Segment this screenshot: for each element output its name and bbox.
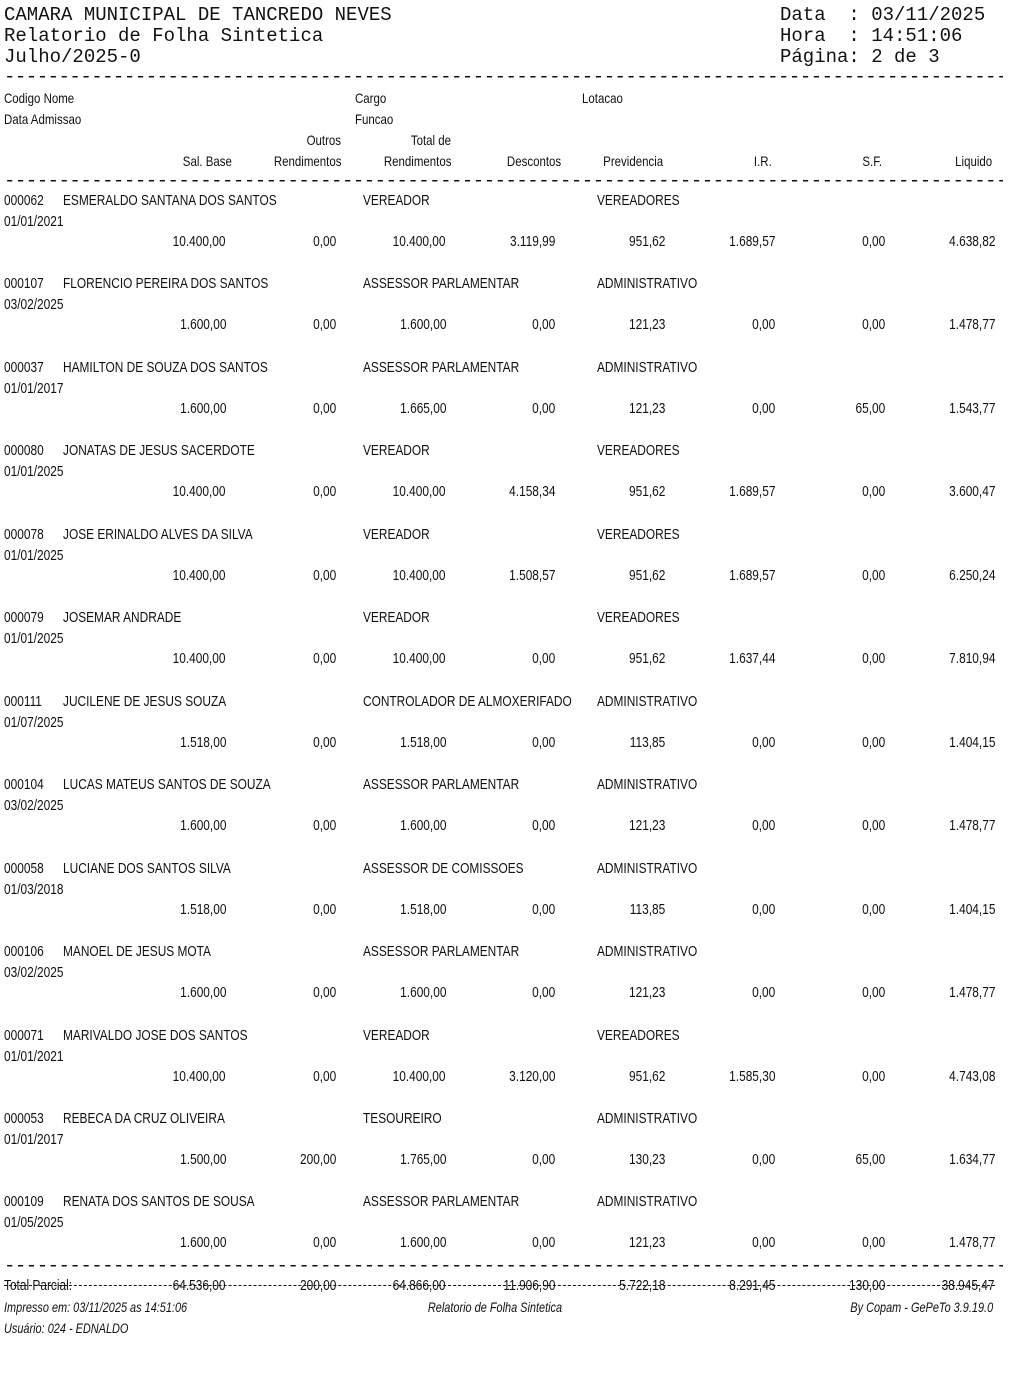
employee-record: [0, 861, 1009, 944]
employee-sal-base: 1.600,00: [179, 985, 226, 1002]
employee-name: JONATAS DE JESUS SACERDOTE: [63, 443, 255, 460]
employee-previdencia: 951,62: [628, 1068, 665, 1085]
totals-outros: 200,00: [299, 1278, 336, 1294]
totals-row: [0, 1276, 1009, 1296]
employee-sal-base: 1.600,00: [179, 400, 226, 417]
employee-outros: 0,00: [312, 651, 336, 668]
employee-descontos: 0,00: [531, 651, 555, 668]
employee-sf: 0,00: [861, 1068, 885, 1085]
totals-sf: 130,00: [848, 1278, 885, 1294]
employee-outros: 0,00: [312, 818, 336, 835]
employee-outros: 0,00: [312, 234, 336, 250]
employee-sal-base: 1.600,00: [179, 818, 226, 835]
employee-lotacao: ADMINISTRATIVO: [597, 276, 698, 293]
employee-admissao: 01/01/2025: [4, 547, 64, 564]
col-codigo-nome: Codigo Nome: [4, 90, 75, 106]
employee-ir: 1.689,57: [728, 484, 775, 501]
employee-code: 000080: [4, 443, 44, 460]
employee-sf: 65,00: [855, 400, 885, 417]
employee-sf: 0,00: [861, 651, 885, 668]
employee-name: LUCAS MATEUS SANTOS DE SOUZA: [63, 777, 271, 794]
employee-liquido: 1.478,77: [948, 317, 995, 334]
employee-admissao: 01/07/2025: [4, 714, 64, 731]
col-sf: S.F.: [862, 153, 882, 169]
employee-admissao: 03/02/2025: [4, 798, 64, 815]
employee-total: 1.600,00: [399, 317, 446, 334]
employee-admissao: 01/01/2021: [4, 1048, 64, 1065]
report-date: Data : 03/11/2025: [780, 4, 986, 26]
col-outros-1: Outros: [306, 132, 341, 148]
employee-admissao: 01/01/2025: [4, 631, 64, 648]
employee-code: 000106: [4, 944, 44, 961]
employee-name: REBECA DA CRUZ OLIVEIRA: [63, 1111, 225, 1127]
employee-outros: 0,00: [312, 1235, 336, 1252]
employee-previdencia: 951,62: [628, 651, 665, 668]
employee-cargo: ASSESSOR PARLAMENTAR: [363, 777, 520, 794]
employee-descontos: 1.508,57: [508, 567, 555, 584]
employee-outros: 0,00: [312, 567, 336, 584]
employee-total: 10.400,00: [393, 651, 446, 668]
employee-outros: 0,00: [312, 985, 336, 1002]
employee-previdencia: 121,23: [628, 1235, 665, 1252]
employee-descontos: 3.119,99: [509, 234, 555, 250]
employee-cargo: VEREADOR: [363, 443, 430, 460]
employee-liquido: 3.600,47: [948, 484, 995, 501]
employee-previdencia: 130,23: [628, 1152, 665, 1168]
employee-sal-base: 10.400,00: [173, 234, 226, 250]
employee-lotacao: ADMINISTRATIVO: [597, 693, 698, 710]
employee-lotacao: ADMINISTRATIVO: [597, 777, 698, 794]
employee-liquido: 1.634,77: [948, 1152, 995, 1168]
report-page: Página: 2 de 3: [780, 46, 940, 68]
employee-code: 000109: [4, 1194, 44, 1211]
employee-liquido: 1.478,77: [948, 1235, 995, 1252]
employee-ir: 1.689,57: [728, 234, 775, 250]
employee-sf: 0,00: [861, 734, 885, 751]
report-period: Julho/2025-0: [4, 46, 141, 68]
col-funcao: Funcao: [355, 111, 394, 127]
employee-lotacao: VEREADORES: [597, 610, 680, 627]
employee-total: 10.400,00: [393, 234, 446, 250]
columns-separator: [4, 176, 1003, 186]
employee-ir: 0,00: [751, 734, 775, 751]
employee-record: [0, 276, 1009, 359]
employee-sal-base: 1.500,00: [179, 1152, 226, 1168]
org-name: CAMARA MUNICIPAL DE TANCREDO NEVES: [4, 4, 392, 26]
employee-sf: 0,00: [861, 818, 885, 835]
employee-lotacao: ADMINISTRATIVO: [597, 860, 698, 877]
totals-descontos: 11.906,90: [502, 1278, 555, 1294]
employee-admissao: 01/05/2025: [4, 1215, 64, 1232]
employee-previdencia: 951,62: [628, 234, 665, 250]
employee-admissao: 01/01/2021: [4, 214, 64, 230]
employee-liquido: 1.478,77: [948, 985, 995, 1002]
employee-lotacao: ADMINISTRATIVO: [597, 1194, 698, 1211]
report-time: Hora : 14:51:06: [780, 25, 963, 47]
employee-record: [0, 1028, 1009, 1111]
employee-total: 1.600,00: [399, 818, 446, 835]
employee-outros: 0,00: [312, 1068, 336, 1085]
employee-total: 10.400,00: [393, 1068, 446, 1085]
footer-user: Usuário: 024 - EDNALDO: [4, 1320, 129, 1336]
employee-name: MARIVALDO JOSE DOS SANTOS: [63, 1027, 248, 1044]
employee-admissao: 03/02/2025: [4, 297, 64, 314]
employee-outros: 200,00: [299, 1152, 336, 1168]
col-ir: I.R.: [754, 153, 772, 169]
totals-total: 64.866,00: [393, 1278, 446, 1294]
employee-sal-base: 1.518,00: [179, 734, 226, 751]
employee-name: JUCILENE DE JESUS SOUZA: [63, 693, 227, 710]
employee-sf: 0,00: [861, 234, 885, 250]
employee-lotacao: VEREADORES: [597, 526, 680, 543]
employee-code: 000037: [4, 359, 44, 376]
employee-code: 000104: [4, 777, 44, 794]
totals-liquido: 38.945,47: [942, 1278, 995, 1294]
employee-cargo: ASSESSOR PARLAMENTAR: [363, 359, 520, 376]
col-outros-2: Rendimentos: [273, 153, 341, 169]
employee-record: [0, 777, 1009, 860]
employee-ir: 0,00: [751, 1152, 775, 1168]
employee-cargo: ASSESSOR PARLAMENTAR: [363, 944, 520, 961]
employee-cargo: VEREADOR: [363, 610, 430, 627]
records-separator: [4, 1261, 1003, 1271]
employee-sf: 0,00: [861, 901, 885, 918]
employee-record: [0, 1111, 1009, 1194]
employee-record: [0, 694, 1009, 777]
employee-liquido: 1.543,77: [948, 400, 995, 417]
footer-by: By Copam - GePeTo 3.9.19.0: [850, 1299, 993, 1315]
employee-sal-base: 1.600,00: [179, 317, 226, 334]
employee-outros: 0,00: [312, 400, 336, 417]
employee-descontos: 0,00: [531, 818, 555, 835]
employee-admissao: 01/01/2017: [4, 1132, 64, 1148]
employee-lotacao: ADMINISTRATIVO: [597, 1111, 698, 1127]
employee-admissao: 01/01/2025: [4, 464, 64, 481]
employee-cargo: ASSESSOR PARLAMENTAR: [363, 1194, 520, 1211]
employee-cargo: TESOUREIRO: [363, 1111, 442, 1127]
employee-sf: 65,00: [855, 1152, 885, 1168]
employee-liquido: 7.810,94: [948, 651, 995, 668]
employee-admissao: 01/01/2017: [4, 380, 64, 397]
employee-lotacao: VEREADORES: [597, 193, 680, 209]
employee-previdencia: 951,62: [628, 484, 665, 501]
employee-total: 1.665,00: [399, 400, 446, 417]
employee-sf: 0,00: [861, 567, 885, 584]
employee-cargo: VEREADOR: [363, 1027, 430, 1044]
employee-ir: 0,00: [751, 317, 775, 334]
col-total-2: Rendimentos: [383, 153, 451, 169]
employee-code: 000078: [4, 526, 44, 543]
employee-admissao: 01/03/2018: [4, 881, 64, 898]
employee-name: LUCIANE DOS SANTOS SILVA: [63, 860, 231, 877]
employee-sf: 0,00: [861, 484, 885, 501]
totals-label: Total Parcial:: [4, 1278, 73, 1294]
employee-record: [0, 527, 1009, 610]
employee-lotacao: VEREADORES: [597, 443, 680, 460]
employee-liquido: 1.478,77: [948, 818, 995, 835]
employee-previdencia: 951,62: [628, 567, 665, 584]
employee-total: 10.400,00: [393, 567, 446, 584]
employee-descontos: 0,00: [531, 985, 555, 1002]
employee-sal-base: 1.600,00: [179, 1235, 226, 1252]
employee-cargo: VEREADOR: [363, 526, 430, 543]
employee-name: JOSE ERINALDO ALVES DA SILVA: [63, 526, 253, 543]
footer-title: Relatorio de Folha Sintetica: [427, 1299, 563, 1315]
employee-code: 000071: [4, 1027, 44, 1044]
employee-total: 1.600,00: [399, 985, 446, 1002]
col-total-1: Total de: [410, 132, 451, 148]
totals-strike-line: [4, 1285, 995, 1286]
col-cargo: Cargo: [355, 90, 387, 106]
employee-ir: 0,00: [751, 901, 775, 918]
employee-total: 1.600,00: [399, 1235, 446, 1252]
employee-liquido: 4.638,82: [948, 234, 995, 250]
employee-descontos: 0,00: [531, 901, 555, 918]
employee-code: 000111: [4, 693, 42, 710]
employee-code: 000062: [4, 193, 44, 209]
employee-name: MANOEL DE JESUS MOTA: [63, 944, 211, 961]
employee-outros: 0,00: [312, 317, 336, 334]
report-title: Relatorio de Folha Sintetica: [4, 25, 324, 47]
employee-sal-base: 10.400,00: [173, 567, 226, 584]
employee-name: RENATA DOS SANTOS DE SOUSA: [63, 1194, 255, 1211]
employee-record: [0, 944, 1009, 1027]
employee-cargo: VEREADOR: [363, 193, 430, 209]
employee-descontos: 0,00: [531, 1152, 555, 1168]
employee-name: ESMERALDO SANTANA DOS SANTOS: [63, 193, 277, 209]
employee-previdencia: 113,85: [629, 901, 665, 918]
employee-liquido: 1.404,15: [948, 734, 995, 751]
employee-total: 1.765,00: [399, 1152, 446, 1168]
employee-descontos: 0,00: [531, 1235, 555, 1252]
employee-code: 000107: [4, 276, 44, 293]
col-lotacao: Lotacao: [582, 90, 623, 106]
employee-total: 1.518,00: [399, 734, 446, 751]
employee-record: [0, 443, 1009, 526]
employee-descontos: 4.158,34: [508, 484, 555, 501]
employee-outros: 0,00: [312, 484, 336, 501]
employee-record: [0, 610, 1009, 693]
employee-ir: 0,00: [751, 400, 775, 417]
employee-ir: 1.585,30: [728, 1068, 775, 1085]
employee-liquido: 6.250,24: [948, 567, 995, 584]
employee-previdencia: 121,23: [628, 818, 665, 835]
employee-liquido: 4.743,08: [948, 1068, 995, 1085]
col-data-admissao: Data Admissao: [4, 111, 82, 127]
col-liquido: Liquido: [954, 153, 992, 169]
employee-previdencia: 121,23: [628, 317, 665, 334]
employee-descontos: 0,00: [531, 734, 555, 751]
employee-sf: 0,00: [861, 985, 885, 1002]
employee-descontos: 3.120,00: [508, 1068, 555, 1085]
employee-lotacao: ADMINISTRATIVO: [597, 359, 698, 376]
employee-lotacao: VEREADORES: [597, 1027, 680, 1044]
employee-previdencia: 121,23: [628, 985, 665, 1002]
employee-cargo: ASSESSOR PARLAMENTAR: [363, 276, 520, 293]
col-previdencia: Previdencia: [603, 153, 663, 169]
employee-total: 10.400,00: [393, 484, 446, 501]
employee-sf: 0,00: [861, 1235, 885, 1252]
employee-ir: 0,00: [751, 985, 775, 1002]
employee-previdencia: 113,85: [629, 734, 665, 751]
employee-total: 1.518,00: [399, 901, 446, 918]
employee-lotacao: ADMINISTRATIVO: [597, 944, 698, 961]
totals-sal-base: 64.536,00: [173, 1278, 226, 1294]
employee-sal-base: 10.400,00: [173, 651, 226, 668]
employee-name: JOSEMAR ANDRADE: [63, 610, 182, 627]
employee-ir: 0,00: [751, 1235, 775, 1252]
footer-printed: Impresso em: 03/11/2025 as 14:51:06: [4, 1299, 188, 1315]
employee-code: 000058: [4, 860, 44, 877]
col-sal-base: Sal. Base: [182, 153, 232, 169]
employee-cargo: ASSESSOR DE COMISSOES: [363, 860, 524, 877]
employee-ir: 0,00: [751, 818, 775, 835]
header-separator: [4, 72, 1003, 82]
employee-outros: 0,00: [312, 734, 336, 751]
employee-outros: 0,00: [312, 901, 336, 918]
employee-ir: 1.689,57: [728, 567, 775, 584]
employee-ir: 1.637,44: [728, 651, 775, 668]
totals-previdencia: 5.722,18: [618, 1278, 665, 1294]
employee-record: [0, 360, 1009, 443]
employee-sal-base: 10.400,00: [173, 484, 226, 501]
col-descontos: Descontos: [506, 153, 561, 169]
employee-name: FLORENCIO PEREIRA DOS SANTOS: [63, 276, 269, 293]
employee-record: [0, 193, 1009, 276]
employee-sal-base: 1.518,00: [179, 901, 226, 918]
employee-admissao: 03/02/2025: [4, 965, 64, 982]
employee-descontos: 0,00: [531, 400, 555, 417]
employee-descontos: 0,00: [531, 317, 555, 334]
employee-sal-base: 10.400,00: [173, 1068, 226, 1085]
employee-code: 000079: [4, 610, 44, 627]
employee-liquido: 1.404,15: [948, 901, 995, 918]
employee-cargo: CONTROLADOR DE ALMOXERIFADO: [363, 693, 572, 710]
employee-sf: 0,00: [861, 317, 885, 334]
employee-previdencia: 121,23: [628, 400, 665, 417]
totals-ir: 8.291,45: [728, 1278, 775, 1294]
employee-code: 000053: [4, 1111, 44, 1127]
employee-name: HAMILTON DE SOUZA DOS SANTOS: [63, 359, 268, 376]
